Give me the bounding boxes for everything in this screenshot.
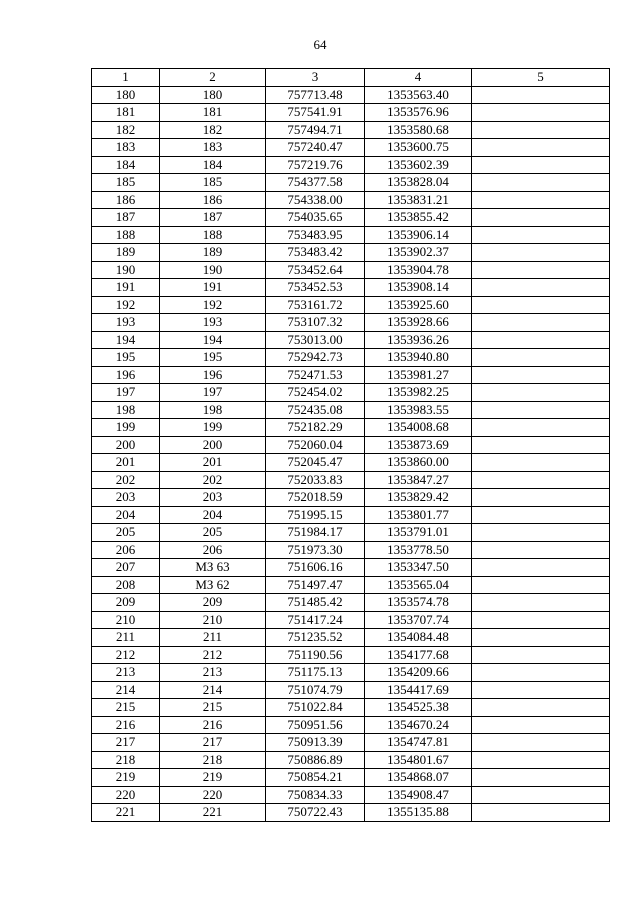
table-cell-col-3: 752471.53 (266, 366, 365, 384)
table-row (92, 401, 610, 419)
table-cell-col-1: 186 (92, 191, 160, 209)
table-cell-col-1: 192 (92, 296, 160, 314)
table-cell-col-4: 1353565.04 (365, 576, 472, 594)
table-cell-col-2: 193 (160, 314, 266, 332)
table-cell-col-2: 214 (160, 681, 266, 699)
table-cell-col-4: 1353828.04 (365, 174, 472, 192)
table-cell-col-5 (472, 226, 610, 244)
table-cell-col-3: 757494.71 (266, 121, 365, 139)
table-row (92, 279, 610, 297)
table-cell-col-3: 750722.43 (266, 804, 365, 822)
table-cell-col-1: 206 (92, 541, 160, 559)
table-cell-col-4: 1353778.50 (365, 541, 472, 559)
table-cell-col-5 (472, 489, 610, 507)
table-cell-col-4: 1353602.39 (365, 156, 472, 174)
table-cell-col-1: 185 (92, 174, 160, 192)
column-header-5: 5 (472, 69, 610, 87)
table-cell-col-3: 754338.00 (266, 191, 365, 209)
table-cell-col-5 (472, 349, 610, 367)
table-cell-col-3: 754035.65 (266, 209, 365, 227)
table-cell-col-2: 181 (160, 104, 266, 122)
table-cell-col-3: 752454.02 (266, 384, 365, 402)
table-cell-col-2: МЗ 63 (160, 559, 266, 577)
table-cell-col-4: 1353904.78 (365, 261, 472, 279)
table-cell-col-3: 752435.08 (266, 401, 365, 419)
table-cell-col-3: 752018.59 (266, 489, 365, 507)
table-row (92, 734, 610, 752)
column-header-2: 2 (160, 69, 266, 87)
table-row (92, 349, 610, 367)
table-row (92, 209, 610, 227)
table-cell-col-5 (472, 594, 610, 612)
table-cell-col-3: 753452.53 (266, 279, 365, 297)
table-cell-col-3: 751497.47 (266, 576, 365, 594)
table-cell-col-5 (472, 716, 610, 734)
table-cell-col-5 (472, 314, 610, 332)
table-row (92, 629, 610, 647)
table-cell-col-1: 211 (92, 629, 160, 647)
table-cell-col-1: 214 (92, 681, 160, 699)
table-cell-col-3: 753483.42 (266, 244, 365, 262)
table-cell-col-1: 218 (92, 751, 160, 769)
table-cell-col-5 (472, 209, 610, 227)
table-cell-col-2: 190 (160, 261, 266, 279)
table-row (92, 121, 610, 139)
table-cell-col-5 (472, 454, 610, 472)
table-cell-col-3: 752033.83 (266, 471, 365, 489)
table-row (92, 664, 610, 682)
table-cell-col-3: 750834.33 (266, 786, 365, 804)
table-cell-col-5 (472, 331, 610, 349)
table-cell-col-3: 753013.00 (266, 331, 365, 349)
table-row (92, 611, 610, 629)
table-cell-col-5 (472, 506, 610, 524)
table-cell-col-2: 192 (160, 296, 266, 314)
table-cell-col-4: 1353873.69 (365, 436, 472, 454)
table-cell-col-2: 182 (160, 121, 266, 139)
table-row (92, 681, 610, 699)
table-cell-col-1: 221 (92, 804, 160, 822)
table-row (92, 366, 610, 384)
table-cell-col-2: МЗ 62 (160, 576, 266, 594)
table-row (92, 646, 610, 664)
table-cell-col-4: 1353928.66 (365, 314, 472, 332)
table-cell-col-5 (472, 611, 610, 629)
table-cell-col-4: 1353855.42 (365, 209, 472, 227)
table-cell-col-1: 213 (92, 664, 160, 682)
table-cell-col-4: 1353925.60 (365, 296, 472, 314)
table-cell-col-2: 210 (160, 611, 266, 629)
table-cell-col-5 (472, 121, 610, 139)
table-cell-col-1: 191 (92, 279, 160, 297)
table-cell-col-2: 186 (160, 191, 266, 209)
table-cell-col-5 (472, 524, 610, 542)
table-cell-col-2: 195 (160, 349, 266, 367)
table-cell-col-4: 1353576.96 (365, 104, 472, 122)
table-cell-col-1: 200 (92, 436, 160, 454)
table-cell-col-2: 197 (160, 384, 266, 402)
table-cell-col-2: 183 (160, 139, 266, 157)
table-cell-col-2: 211 (160, 629, 266, 647)
table-cell-col-3: 751485.42 (266, 594, 365, 612)
table-cell-col-5 (472, 174, 610, 192)
table-cell-col-3: 753452.64 (266, 261, 365, 279)
table-cell-col-1: 220 (92, 786, 160, 804)
column-header-3: 3 (266, 69, 365, 87)
table-cell-col-2: 206 (160, 541, 266, 559)
table-body (92, 86, 610, 821)
table-cell-col-4: 1353580.68 (365, 121, 472, 139)
table-cell-col-1: 219 (92, 769, 160, 787)
table-cell-col-4: 1354525.38 (365, 699, 472, 717)
table-cell-col-3: 752182.29 (266, 419, 365, 437)
table-row (92, 244, 610, 262)
table-cell-col-2: 203 (160, 489, 266, 507)
table-cell-col-5 (472, 419, 610, 437)
table-cell-col-4: 1353829.42 (365, 489, 472, 507)
table-cell-col-4: 1353902.37 (365, 244, 472, 262)
table-cell-col-3: 750951.56 (266, 716, 365, 734)
table-cell-col-5 (472, 436, 610, 454)
page-number: 64 (313, 37, 327, 52)
table-row (92, 769, 610, 787)
table-cell-col-2: 217 (160, 734, 266, 752)
table-cell-col-3: 751984.17 (266, 524, 365, 542)
table-cell-col-5 (472, 664, 610, 682)
table-cell-col-2: 219 (160, 769, 266, 787)
table-cell-col-4: 1353860.00 (365, 454, 472, 472)
table-cell-col-5 (472, 104, 610, 122)
table-cell-col-5 (472, 86, 610, 104)
table-cell-col-2: 218 (160, 751, 266, 769)
table-cell-col-2: 221 (160, 804, 266, 822)
table-cell-col-5 (472, 156, 610, 174)
table-cell-col-2: 202 (160, 471, 266, 489)
table-cell-col-2: 194 (160, 331, 266, 349)
table-row (92, 524, 610, 542)
table-row (92, 751, 610, 769)
table-cell-col-4: 1353981.27 (365, 366, 472, 384)
table-cell-col-5 (472, 541, 610, 559)
table-cell-col-2: 187 (160, 209, 266, 227)
table-cell-col-4: 1353847.27 (365, 471, 472, 489)
table-cell-col-2: 180 (160, 86, 266, 104)
table-cell-col-4: 1353940.80 (365, 349, 472, 367)
table-row (92, 86, 610, 104)
table-row (92, 104, 610, 122)
table-cell-col-4: 1354801.67 (365, 751, 472, 769)
table-cell-col-4: 1353707.74 (365, 611, 472, 629)
table-cell-col-5 (472, 191, 610, 209)
table-cell-col-4: 1354747.81 (365, 734, 472, 752)
table-cell-col-4: 1354417.69 (365, 681, 472, 699)
table-cell-col-2: 198 (160, 401, 266, 419)
table-cell-col-3: 750854.21 (266, 769, 365, 787)
table-cell-col-1: 196 (92, 366, 160, 384)
table-cell-col-2: 209 (160, 594, 266, 612)
table-cell-col-4: 1353600.75 (365, 139, 472, 157)
table-row (92, 454, 610, 472)
table-row (92, 139, 610, 157)
table-cell-col-4: 1353908.14 (365, 279, 472, 297)
column-header-4: 4 (365, 69, 472, 87)
table-cell-col-2: 185 (160, 174, 266, 192)
table-cell-col-2: 205 (160, 524, 266, 542)
table-row (92, 331, 610, 349)
table-cell-col-2: 220 (160, 786, 266, 804)
table-cell-col-4: 1355135.88 (365, 804, 472, 822)
table-cell-col-4: 1353347.50 (365, 559, 472, 577)
table-cell-col-5 (472, 471, 610, 489)
table-cell-col-3: 752060.04 (266, 436, 365, 454)
table-cell-col-4: 1354670.24 (365, 716, 472, 734)
table-cell-col-1: 195 (92, 349, 160, 367)
table-cell-col-3: 751190.56 (266, 646, 365, 664)
table-cell-col-1: 184 (92, 156, 160, 174)
table-row (92, 226, 610, 244)
table-cell-col-5 (472, 734, 610, 752)
table-cell-col-4: 1354209.66 (365, 664, 472, 682)
table-cell-col-5 (472, 384, 610, 402)
table-row (92, 384, 610, 402)
table-row (92, 804, 610, 822)
table-cell-col-2: 188 (160, 226, 266, 244)
header-row (92, 69, 610, 87)
table-cell-col-3: 753483.95 (266, 226, 365, 244)
table-cell-col-2: 213 (160, 664, 266, 682)
table-cell-col-1: 209 (92, 594, 160, 612)
table-cell-col-3: 757240.47 (266, 139, 365, 157)
table-cell-col-5 (472, 244, 610, 262)
table-cell-col-4: 1353982.25 (365, 384, 472, 402)
table-cell-col-4: 1353791.01 (365, 524, 472, 542)
table-cell-col-3: 751995.15 (266, 506, 365, 524)
table-cell-col-4: 1353831.21 (365, 191, 472, 209)
table-cell-col-5 (472, 751, 610, 769)
table-cell-col-2: 200 (160, 436, 266, 454)
table-cell-col-5 (472, 261, 610, 279)
coordinates-table (91, 68, 610, 822)
table-cell-col-1: 212 (92, 646, 160, 664)
table-cell-col-4: 1353906.14 (365, 226, 472, 244)
table-row (92, 716, 610, 734)
table-cell-col-1: 190 (92, 261, 160, 279)
table-cell-col-1: 216 (92, 716, 160, 734)
table-row (92, 191, 610, 209)
table-cell-col-1: 180 (92, 86, 160, 104)
table-cell-col-4: 1354084.48 (365, 629, 472, 647)
table-cell-col-2: 215 (160, 699, 266, 717)
table-cell-col-5 (472, 576, 610, 594)
table-cell-col-4: 1353563.40 (365, 86, 472, 104)
table-cell-col-3: 754377.58 (266, 174, 365, 192)
table-row (92, 296, 610, 314)
table-cell-col-2: 201 (160, 454, 266, 472)
table-row (92, 156, 610, 174)
table-cell-col-4: 1353574.78 (365, 594, 472, 612)
table-cell-col-1: 198 (92, 401, 160, 419)
column-header-1: 1 (92, 69, 160, 87)
table-cell-col-3: 751175.13 (266, 664, 365, 682)
table-cell-col-5 (472, 401, 610, 419)
table-cell-col-5 (472, 681, 610, 699)
table-cell-col-3: 752045.47 (266, 454, 365, 472)
table-cell-col-1: 205 (92, 524, 160, 542)
table-cell-col-4: 1353936.26 (365, 331, 472, 349)
table-row (92, 506, 610, 524)
table-cell-col-3: 750886.89 (266, 751, 365, 769)
table-cell-col-3: 750913.39 (266, 734, 365, 752)
table-cell-col-5 (472, 699, 610, 717)
table-cell-col-3: 751417.24 (266, 611, 365, 629)
table-cell-col-5 (472, 139, 610, 157)
table-cell-col-1: 215 (92, 699, 160, 717)
table-cell-col-1: 203 (92, 489, 160, 507)
table-cell-col-3: 757541.91 (266, 104, 365, 122)
table-row (92, 594, 610, 612)
table-cell-col-3: 757219.76 (266, 156, 365, 174)
table-cell-col-1: 202 (92, 471, 160, 489)
table-cell-col-2: 212 (160, 646, 266, 664)
table-row (92, 471, 610, 489)
table-cell-col-1: 217 (92, 734, 160, 752)
table-row (92, 436, 610, 454)
table-cell-col-2: 216 (160, 716, 266, 734)
table-cell-col-3: 751973.30 (266, 541, 365, 559)
table-cell-col-1: 210 (92, 611, 160, 629)
table-cell-col-4: 1353801.77 (365, 506, 472, 524)
table-cell-col-1: 193 (92, 314, 160, 332)
table-cell-col-5 (472, 786, 610, 804)
table-row (92, 699, 610, 717)
table-row (92, 261, 610, 279)
table-cell-col-4: 1354177.68 (365, 646, 472, 664)
table-row (92, 786, 610, 804)
table-cell-col-5 (472, 559, 610, 577)
table-cell-col-4: 1354008.68 (365, 419, 472, 437)
table-row (92, 559, 610, 577)
table-cell-col-5 (472, 769, 610, 787)
table-row (92, 174, 610, 192)
table-cell-col-4: 1354908.47 (365, 786, 472, 804)
table-cell-col-2: 199 (160, 419, 266, 437)
table-cell-col-3: 751022.84 (266, 699, 365, 717)
table-cell-col-3: 751235.52 (266, 629, 365, 647)
table-cell-col-3: 753161.72 (266, 296, 365, 314)
table-cell-col-1: 201 (92, 454, 160, 472)
table-cell-col-4: 1353983.55 (365, 401, 472, 419)
table-row (92, 419, 610, 437)
table-cell-col-5 (472, 629, 610, 647)
table-row (92, 489, 610, 507)
table-cell-col-1: 183 (92, 139, 160, 157)
table-cell-col-3: 751606.16 (266, 559, 365, 577)
table-cell-col-5 (472, 646, 610, 664)
table-row (92, 541, 610, 559)
table-cell-col-1: 189 (92, 244, 160, 262)
table-row (92, 576, 610, 594)
table-cell-col-1: 197 (92, 384, 160, 402)
table-cell-col-1: 181 (92, 104, 160, 122)
table-cell-col-3: 752942.73 (266, 349, 365, 367)
table-cell-col-3: 751074.79 (266, 681, 365, 699)
table-cell-col-1: 182 (92, 121, 160, 139)
table-cell-col-5 (472, 804, 610, 822)
table-cell-col-2: 189 (160, 244, 266, 262)
table-cell-col-3: 753107.32 (266, 314, 365, 332)
table-cell-col-5 (472, 279, 610, 297)
table-cell-col-5 (472, 366, 610, 384)
table-cell-col-2: 204 (160, 506, 266, 524)
table-cell-col-4: 1354868.07 (365, 769, 472, 787)
table-cell-col-2: 196 (160, 366, 266, 384)
table-cell-col-2: 184 (160, 156, 266, 174)
table-cell-col-2: 191 (160, 279, 266, 297)
table-cell-col-1: 208 (92, 576, 160, 594)
table-cell-col-1: 199 (92, 419, 160, 437)
table-cell-col-5 (472, 296, 610, 314)
table-cell-col-1: 187 (92, 209, 160, 227)
table-header (92, 69, 610, 87)
table-cell-col-1: 188 (92, 226, 160, 244)
table-cell-col-3: 757713.48 (266, 86, 365, 104)
table-row (92, 314, 610, 332)
table-cell-col-1: 207 (92, 559, 160, 577)
table-cell-col-1: 194 (92, 331, 160, 349)
table-cell-col-1: 204 (92, 506, 160, 524)
